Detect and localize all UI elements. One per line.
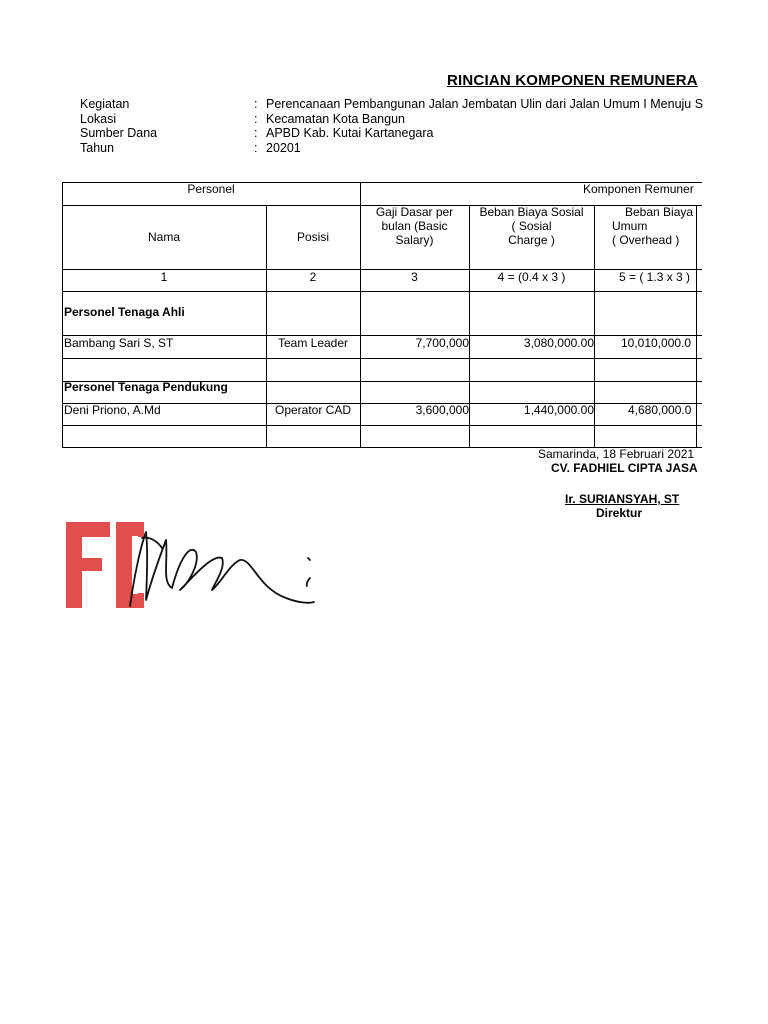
document-title: RINCIAN KOMPONEN REMUNERA bbox=[447, 72, 698, 89]
group-header-personel: Personel bbox=[187, 182, 235, 196]
signature-place-date: Samarinda, 18 Februari 2021 bbox=[538, 447, 695, 461]
numbering-cell: 5 = ( 1.3 x 3 ) bbox=[619, 270, 691, 284]
signature-role: Direktur bbox=[596, 506, 643, 520]
numbering-cell: 4 = (0.4 x 3 ) bbox=[497, 270, 566, 284]
column-header-umum bbox=[612, 205, 693, 247]
info-colon: : bbox=[254, 111, 258, 126]
column-header-posisi: Posisi bbox=[296, 230, 329, 244]
section-label-tenaga-pendukung: Personel Tenaga Pendukung bbox=[64, 380, 228, 394]
table-rule bbox=[594, 205, 595, 448]
info-row-kegiatan bbox=[80, 97, 703, 112]
handwritten-signature bbox=[130, 532, 314, 606]
info-label: Kegiatan bbox=[80, 97, 130, 111]
section-label-tenaga-ahli: Personel Tenaga Ahli bbox=[64, 305, 185, 319]
info-colon: : bbox=[254, 126, 258, 140]
table-row-sosial: 3,080,000.00 bbox=[523, 336, 594, 350]
column-header-umum-line: ( Overhead ) bbox=[612, 233, 680, 247]
numbering-cell: 2 bbox=[309, 270, 317, 284]
table-rule bbox=[62, 182, 63, 448]
table-rule bbox=[62, 425, 702, 426]
column-header-nama: Nama bbox=[147, 230, 180, 244]
table-rule bbox=[62, 291, 702, 292]
table-row-posisi: Operator CAD bbox=[274, 403, 352, 417]
table-row-umum: 10,010,000.0 bbox=[621, 336, 692, 350]
info-label: Sumber Dana bbox=[80, 126, 158, 140]
column-header-sosial bbox=[469, 205, 594, 247]
remuneration-table bbox=[62, 182, 702, 448]
info-value: APBD Kab. Kutai Kartanegara bbox=[266, 126, 434, 140]
signature-company: CV. FADHIEL CIPTA JASA bbox=[551, 461, 698, 475]
info-colon: : bbox=[254, 140, 258, 155]
column-header-sosial-line: ( Sosial bbox=[511, 219, 552, 233]
table-row-nama: Deni Priono, A.Md bbox=[64, 403, 161, 417]
table-rule bbox=[696, 205, 697, 448]
column-header-gaji-line: Gaji Dasar per bbox=[375, 205, 454, 219]
info-label: Tahun bbox=[80, 140, 115, 155]
info-block bbox=[80, 97, 703, 155]
table-row-nama: Bambang Sari S, ST bbox=[64, 336, 174, 350]
table-row-gaji: 3,600,000 bbox=[415, 403, 469, 417]
table-row-posisi: Team Leader bbox=[277, 336, 349, 350]
info-value: 20201 bbox=[266, 140, 301, 155]
table-row-umum: 4,680,000.0 bbox=[628, 403, 692, 417]
signature-name: Ir. SURIANSYAH, ST bbox=[565, 492, 680, 506]
info-label: Lokasi bbox=[80, 111, 117, 126]
info-colon: : bbox=[254, 97, 258, 111]
table-rule bbox=[62, 358, 702, 359]
numbering-cell: 1 bbox=[160, 270, 168, 284]
column-header-gaji-line: bulan (Basic bbox=[381, 219, 448, 233]
info-row-tahun bbox=[80, 141, 703, 156]
column-header-sosial-line: Beban Biaya Sosial bbox=[479, 205, 584, 219]
company-stamp-and-signature bbox=[62, 518, 322, 613]
info-value: Perencanaan Pembangunan Jalan Jembatan Ulin dari Jalan Umum I Menuju S bbox=[266, 97, 704, 111]
info-value: Kecamatan Kota Bangun bbox=[266, 111, 405, 126]
info-row-sumber-dana bbox=[80, 126, 703, 141]
column-header-umum-line: Beban Biaya bbox=[625, 205, 694, 219]
numbering-cell: 3 bbox=[411, 270, 418, 284]
column-header-sosial-line: Charge ) bbox=[508, 233, 555, 247]
table-row-gaji: 7,700,000 bbox=[415, 336, 469, 350]
info-row-lokasi bbox=[80, 112, 703, 127]
table-row-sosial: 1,440,000.00 bbox=[523, 403, 594, 417]
column-header-gaji bbox=[360, 205, 469, 247]
column-header-umum-line: Umum bbox=[612, 219, 648, 233]
column-header-gaji-line: Salary) bbox=[395, 233, 434, 247]
group-header-komponen: Komponen Remuner bbox=[583, 182, 694, 196]
